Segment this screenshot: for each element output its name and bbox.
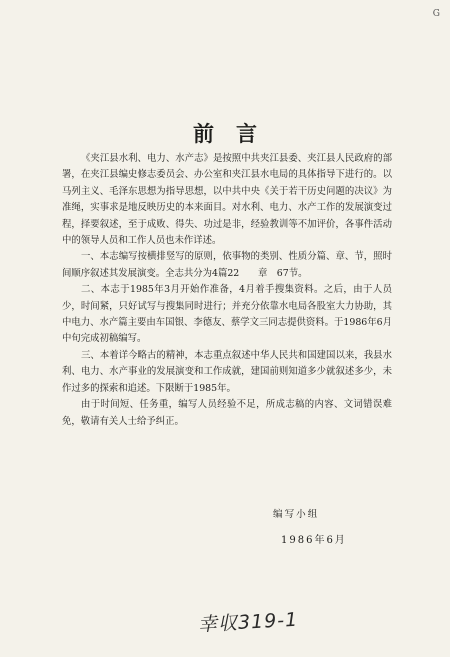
paragraph-structure: 一、本志编写按横排竖写的原则，依事物的类别、性质分篇、章、节，照时间顺序叙述其发展演变。全志共分为4篇22 章 67节。 [62, 251, 392, 279]
paragraph-intro: 《夹江县水利、电力、水产志》是按照中共夹江县委、夹江县人民政府的部署，在夹江县编史修志委员会、办公室和夹江县水电局的具体指导下进行的。以马列主义、毛泽东思想为指导思想，以中共中央《关于若干历史问题的决议》为准绳，实事求是地反映历史的本来面目。对水利、电力、水产工作的发展演变过程，择要叙述，至于成败、得失、功过是非，经验教训等不加评价，各事件活动中的领导人员和工作人员也未作详述。 [62, 153, 392, 247]
handwritten-annotation: 幸収319-1 [197, 608, 299, 636]
paragraph-timeline: 二、本志于1985年3月开始作准备，4月着手搜集资料。之后，由于人员少，时间紧，只好试写与搜集同时进行；并充分依靠水电局各股室大力协助，其中电力、水产篇主要由车国银、李德友、蔡学文三同志提供资料。于1986年6月中旬完成初稿编写。 [62, 284, 392, 345]
paragraph-apology: 由于时间短、任务重，编写人员经验不足，所成志稿的内容、文词错误难免，敬请有关人士给予纠正。 [62, 399, 392, 427]
document-date: 1986年6月 [281, 535, 347, 546]
paragraph-scope: 三、本着详今略古的精神，本志重点叙述中华人民共和国建国以来，我县水利、电力、水产事业的发展演变和工作成就，建国前则知道多少就叙述多少，未作过多的探索和追述。下限断于1985年。 [62, 349, 392, 394]
page-title: 前言 [193, 122, 279, 146]
corner-mark: G [432, 9, 440, 19]
author-signature: 编写小组 [273, 509, 320, 520]
preface-body [62, 151, 392, 430]
